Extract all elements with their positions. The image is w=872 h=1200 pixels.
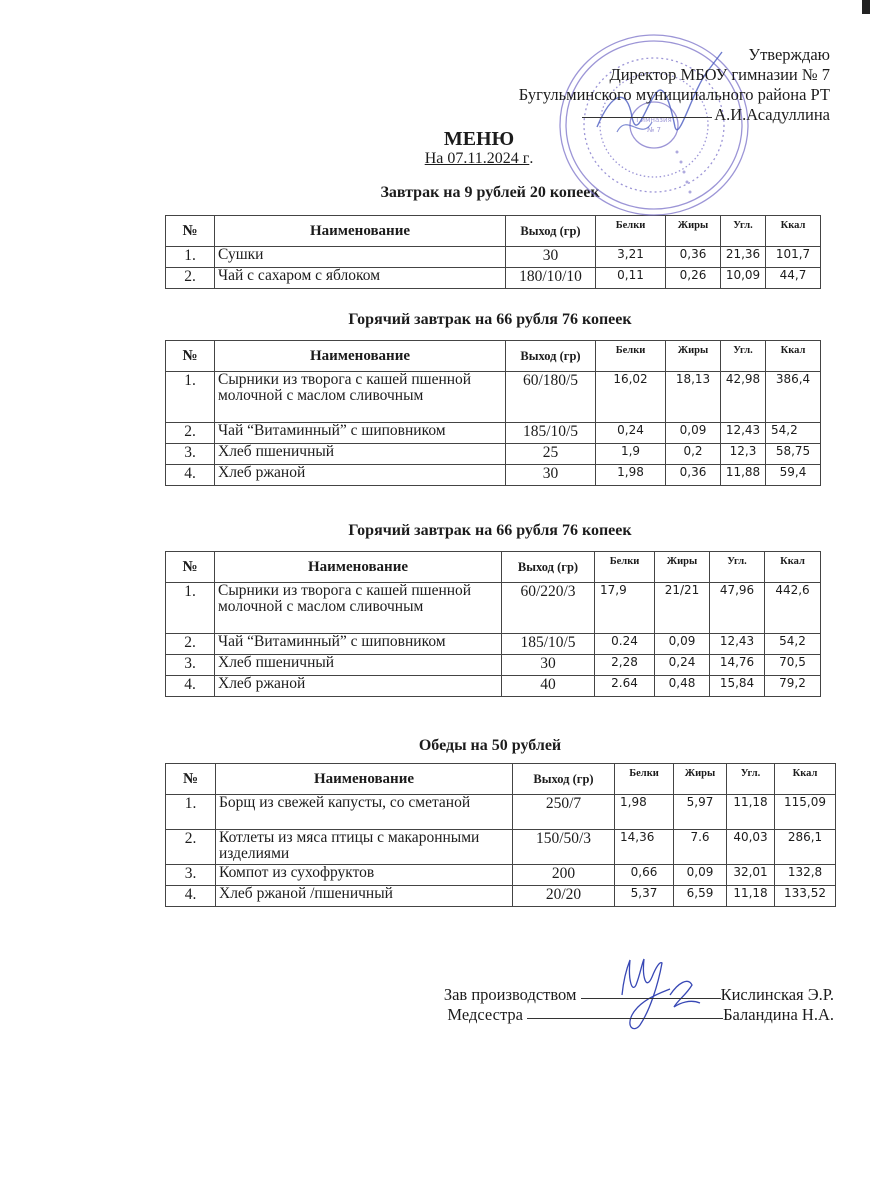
section-title-breakfast: Завтрак на 9 рублей 20 копеек	[380, 184, 600, 201]
table-row: 3. Хлеб пшеничный 25 1,9 0,2 12,3 58,75	[166, 444, 821, 465]
menu-table-hot-breakfast-1	[165, 340, 821, 486]
menu-date: На 07.11.2024 г	[424, 150, 530, 167]
table-row: 1. Сушки 30 3,21 0,36 21,36 101,7	[166, 247, 821, 268]
col-num: №	[166, 216, 215, 247]
table-row: 3. Хлеб пшеничный 30 2,28 0,24 14,76 70,5	[166, 655, 821, 676]
signature-name: Баландина Н.А.	[723, 1005, 834, 1024]
table-header-row	[166, 216, 821, 247]
table-row: 2. Чай “Витаминный” с шиповником 185/10/5 0.24 0,09 12,43 54,2	[166, 634, 821, 655]
table-row: 2. Котлеты из мяса птицы с макаронными изделиями 150/50/3 14,36 7.6 40,03 286,1	[166, 830, 836, 865]
table-row: 4. Хлеб ржаной 30 1,98 0,36 11,88 59,4	[166, 465, 821, 486]
page-header: МЕНЮ На 07.11.2024 г.	[0, 128, 872, 168]
signature-name: Кислинская Э.Р.	[720, 985, 834, 1004]
table-header-row: № Наименование Выход (гр) Белки Жиры Угл. Ккал	[166, 552, 821, 583]
scan-corner-mark	[862, 0, 870, 14]
table-row: 3. Компот из сухофруктов 200 0,66 0,09 32,01 132,8	[166, 865, 836, 886]
director-name: А.И.Асадуллина	[714, 105, 830, 124]
signatures-block	[444, 985, 834, 1025]
approval-block	[519, 45, 830, 125]
menu-table-breakfast	[165, 215, 821, 289]
signature-row-nurse	[444, 1005, 834, 1025]
col-carbs: Угл.	[721, 216, 766, 247]
menu-table-hot-breakfast-2	[165, 551, 821, 697]
table-header-row: № Наименование Выход (гр) Белки Жиры Угл. Ккал	[166, 341, 821, 372]
page-title: МЕНЮ	[443, 128, 515, 150]
signature-line	[582, 117, 712, 118]
col-yield: Выход (гр)	[506, 216, 596, 247]
col-kcal: Ккал	[766, 216, 821, 247]
signature-role: Медсестра	[447, 1005, 523, 1024]
col-fat: Жиры	[666, 216, 721, 247]
table-row: 1. Борщ из свежей капусты, со сметаной 250/7 1,98 5,97 11,18 115,09	[166, 795, 836, 830]
signature-line	[581, 998, 721, 999]
section-title-lunch: Обеды на 50 рублей	[418, 737, 562, 754]
menu-table-lunch	[165, 763, 836, 907]
table-header-row: № Наименование Выход (гр) Белки Жиры Угл. Ккал	[166, 764, 836, 795]
approval-line-2: Директор МБОУ гимназии № 7	[609, 65, 830, 84]
col-name: Наименование	[215, 216, 506, 247]
table-row: 2. Чай “Витаминный” с шиповником 185/10/5 0,24 0,09 12,43 54,2	[166, 423, 821, 444]
signature-role: Зав производством	[443, 985, 577, 1004]
section-title-hot-breakfast-2: Горячий завтрак на 66 рубля 76 копеек	[348, 522, 632, 539]
approval-line-1: Утверждаю	[748, 45, 830, 64]
svg-text:№ 7: № 7	[647, 126, 661, 134]
approval-line-3: Бугульминского муниципального района РТ	[518, 85, 830, 104]
table-row: 1. Сырники из творога с кашей пшенной молочной с маслом сливочным 60/220/3 17,9 21/21 47,96 442,6	[166, 583, 821, 634]
approval-line-4	[519, 105, 830, 125]
table-row: 1. Сырники из творога с кашей пшенной молочной с маслом сливочным 60/180/5 16,02 18,13 42,98 386,4	[166, 372, 821, 423]
signature-line	[527, 1018, 723, 1019]
svg-text:Гимназия: Гимназия	[636, 116, 672, 124]
table-row: 2. Чай с сахаром с яблоком 180/10/10 0,11 0,26 10,09 44,7	[166, 268, 821, 289]
signature-row-production	[444, 985, 834, 1005]
col-protein: Белки	[596, 216, 666, 247]
table-row: 4. Хлеб ржаной 40 2.64 0,48 15,84 79,2	[166, 676, 821, 697]
table-row: 4. Хлеб ржаной /пшеничный 20/20 5,37 6,59 11,18 133,52	[166, 886, 836, 907]
section-title-hot-breakfast-1: Горячий завтрак на 66 рубля 76 копеек	[348, 311, 632, 328]
